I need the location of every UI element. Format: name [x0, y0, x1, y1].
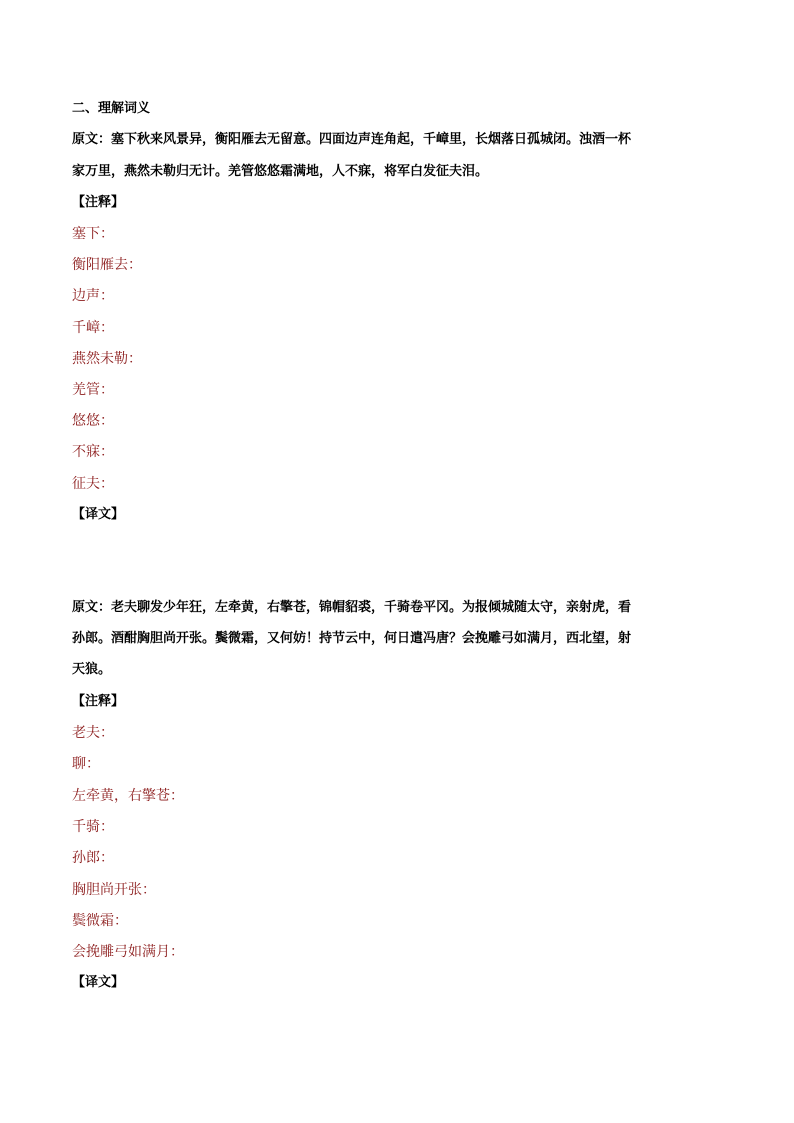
poem1-notes-heading: 【注释】 [72, 195, 125, 210]
poem1-note-item: 边声： [72, 288, 114, 304]
poem1-note-item: 悠悠： [72, 413, 114, 429]
poem2-original-line-2: 孙郎。酒酣胸胆尚开张。鬓微霜，又何妨！持节云中，何日遣冯唐？会挽雕弓如满月，西北望，射 [72, 631, 632, 646]
poem2-note-item: 孙郎： [72, 850, 114, 866]
poem2-original-line-1 [72, 598, 722, 618]
poem2-note-item: 左牵黄，右擎苍： [72, 788, 184, 804]
poem1-note-item: 衡阳雁去： [72, 257, 142, 273]
poem2-note-item: 老夫： [72, 725, 114, 741]
poem1-note-item: 塞下： [72, 226, 114, 242]
poem1-note-item: 羌管： [72, 382, 114, 398]
poem2-original-line-3: 天狼。 [72, 662, 112, 677]
poem1-original-text-1: 塞下秋来风景异，衡阳雁去无留意。四面边声连角起，千嶂里，长烟落日孤城闭。浊酒一杯 [111, 132, 632, 147]
poem1-note-item: 燕然未勒： [72, 351, 142, 367]
poem1-original-line-1 [72, 130, 722, 150]
poem2-original-text-1: 老夫聊发少年狂，左牵黄，右擎苍，锦帽貂裘，千骑卷平冈。为报倾城随太守，亲射虎，看 [111, 600, 632, 615]
poem2-translation-heading: 【译文】 [72, 975, 125, 990]
poem2-note-item: 鬓微霜： [72, 913, 128, 929]
poem2-original-label: 原文： [72, 600, 112, 615]
poem2-note-item: 会挽雕弓如满月： [72, 944, 184, 960]
poem1-translation-heading: 【译文】 [72, 507, 125, 522]
poem2-note-item: 胸胆尚开张： [72, 882, 156, 898]
section-heading: 二、理解词义 [72, 101, 151, 116]
poem1-note-item: 征夫： [72, 476, 114, 492]
poem1-original-label: 原文： [72, 132, 112, 147]
poem1-original-line-2: 家万里，燕然未勒归无计。羌管悠悠霜满地，人不寐，将军白发征夫泪。 [72, 164, 489, 179]
poem2-notes-heading: 【注释】 [72, 694, 125, 709]
poem1-note-item: 千嶂： [72, 320, 114, 336]
poem1-note-item: 不寐： [72, 444, 114, 460]
poem2-note-item: 聊： [72, 756, 100, 772]
poem2-note-item: 千骑： [72, 819, 114, 835]
